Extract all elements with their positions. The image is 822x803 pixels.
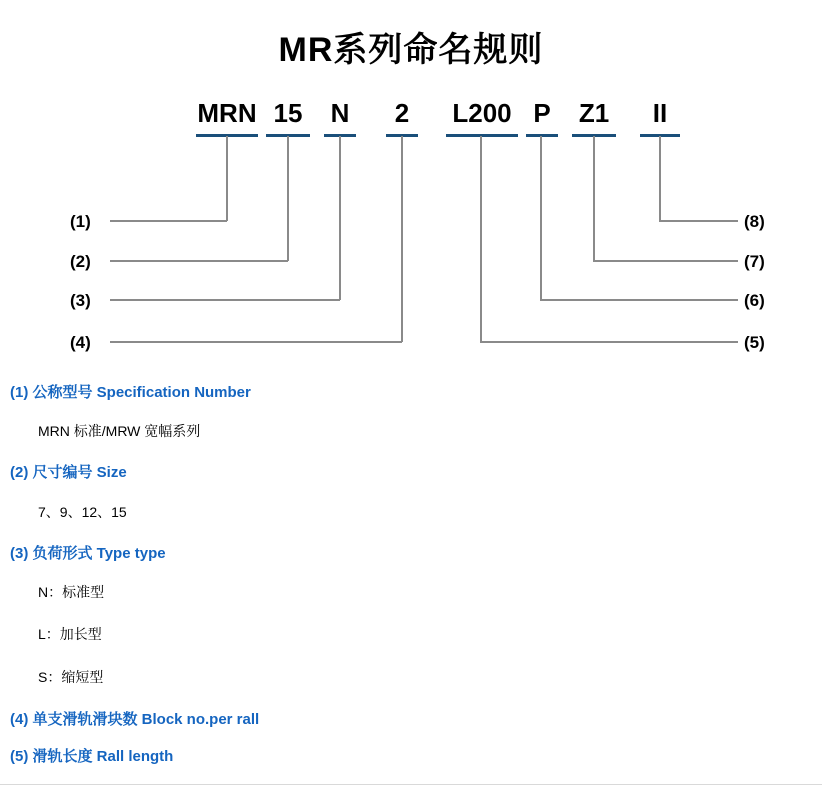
callout-index-2: (2) — [70, 252, 91, 271]
code-token-5: L200 — [452, 98, 512, 128]
bottom-divider — [0, 784, 822, 785]
leader-vertical-1 — [226, 136, 228, 221]
legend-sub-3-3: S：缩短型 — [38, 669, 104, 685]
legend-sub-3-1: N：标准型 — [38, 584, 105, 600]
legend-heading-4: (4) 单支滑轨滑块数 Block no.per rall — [10, 711, 260, 728]
leader-horizontal-5 — [480, 341, 738, 343]
leader-vertical-2 — [287, 136, 289, 261]
leader-vertical-4 — [401, 136, 403, 342]
leader-horizontal-8 — [659, 220, 738, 222]
code-token-1: MRN — [197, 98, 257, 128]
callout-index-5: (5) — [744, 333, 765, 352]
legend-sub-3-2: L：加长型 — [38, 626, 102, 642]
code-token-3: N — [330, 98, 350, 128]
code-token-6: P — [533, 98, 551, 128]
callout-index-1: (1) — [70, 212, 91, 231]
leader-horizontal-6 — [540, 299, 738, 301]
callout-index-8: (8) — [744, 212, 765, 231]
legend-heading-1: (1) 公称型号 Specification Number — [10, 384, 251, 401]
callout-index-7: (7) — [744, 252, 765, 271]
code-token-8: II — [652, 98, 668, 128]
leader-horizontal-4 — [110, 341, 402, 343]
legend-heading-3: (3) 负荷形式 Type type — [10, 545, 166, 562]
leader-horizontal-7 — [593, 260, 738, 262]
callout-index-3: (3) — [70, 291, 91, 310]
code-token-underline-6 — [526, 134, 558, 137]
legend-heading-2: (2) 尺寸编号 Size — [10, 464, 127, 481]
leader-horizontal-2 — [110, 260, 288, 262]
leader-vertical-6 — [540, 136, 542, 300]
code-token-underline-5 — [446, 134, 518, 137]
code-token-2: 15 — [273, 98, 303, 128]
leader-horizontal-1 — [110, 220, 227, 222]
callout-index-6: (6) — [744, 291, 765, 310]
callout-index-4: (4) — [70, 333, 91, 352]
legend-sub-1-1: MRN 标准/MRW 宽幅系列 — [38, 423, 201, 439]
legend-heading-5: (5) 滑轨长度 Rall length — [10, 748, 174, 765]
leader-vertical-5 — [480, 136, 482, 342]
page-title: MR系列命名规则 — [278, 31, 544, 69]
leader-vertical-7 — [593, 136, 595, 261]
leader-vertical-3 — [339, 136, 341, 300]
leader-vertical-8 — [659, 136, 661, 221]
legend-sub-2-1: 7、9、12、15 — [38, 504, 127, 520]
code-token-4: 2 — [394, 98, 410, 128]
code-token-7: Z1 — [578, 98, 610, 128]
leader-horizontal-3 — [110, 299, 340, 301]
